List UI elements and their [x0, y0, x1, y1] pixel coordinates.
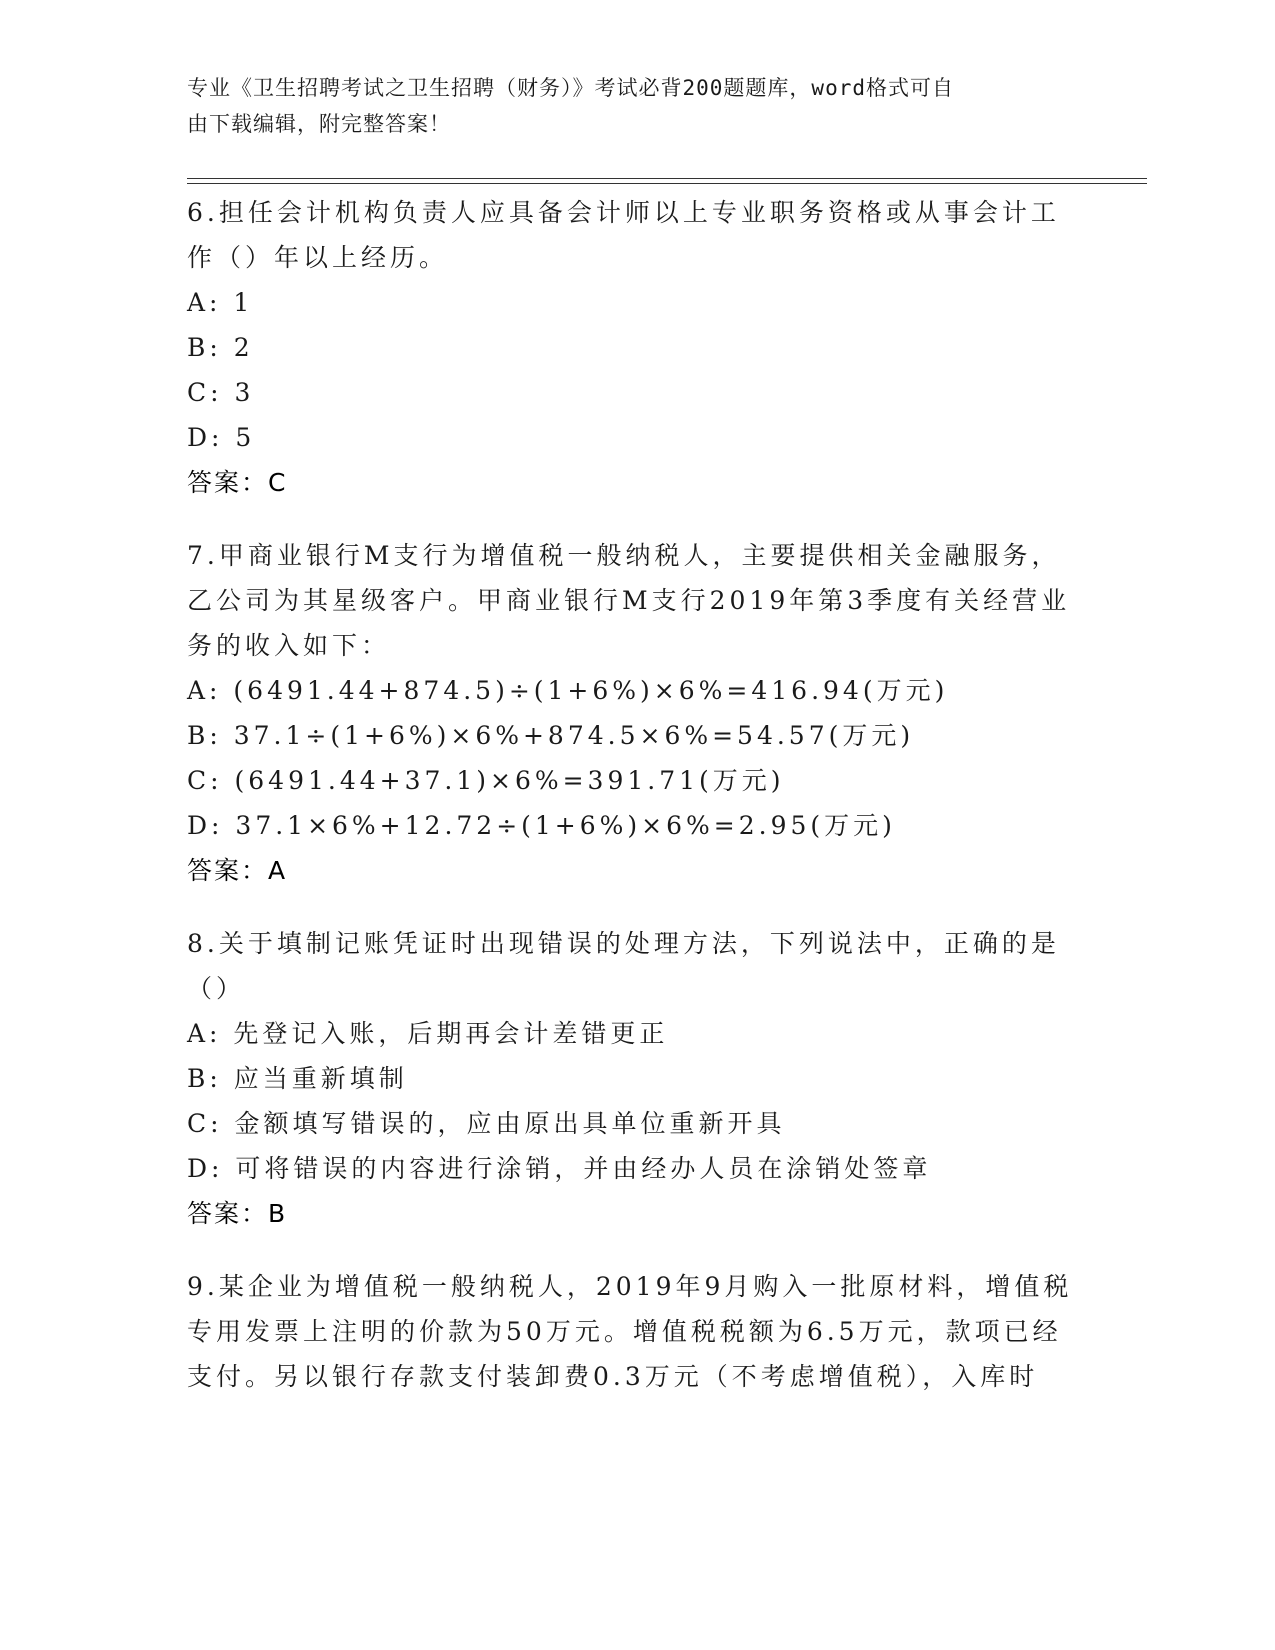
- answer-label: 答案：A: [187, 856, 288, 885]
- header-rule-bottom: [187, 183, 1147, 184]
- stem-line: 7.甲商业银行M支行为增值税一般纳税人，主要提供相关金融服务，: [187, 541, 1061, 570]
- option-d: D: 可将错误的内容进行涂销，并由经办人员在涂销处签章: [187, 1154, 932, 1183]
- option-c: C: 3: [187, 378, 255, 407]
- answer-label: 答案：C: [187, 468, 288, 497]
- header-rule-top: [187, 178, 1147, 179]
- option-a: A: 先登记入账，后期再会计差错更正: [187, 1019, 669, 1048]
- stem-line: 专用发票上注明的价款为50万元。增值税税额为6.5万元，款项已经: [187, 1317, 1062, 1346]
- question-8: [187, 921, 1077, 1236]
- stem-line: 乙公司为其星级客户。甲商业银行M支行2019年第3季度有关经营业: [187, 586, 1071, 615]
- answer-label: 答案：B: [187, 1199, 288, 1228]
- option-d: D: 37.1×6%+12.72÷(1+6%)×6%=2.95(万元): [187, 811, 896, 840]
- stem-line: 支付。另以银行存款支付装卸费0.3万元（不考虑增值税），入库时: [187, 1362, 1039, 1391]
- option-b: B: 应当重新填制: [187, 1064, 408, 1093]
- stem-line: 8.关于填制记账凭证时出现错误的处理方法，下列说法中，正确的是: [187, 929, 1060, 958]
- question-stem: [187, 190, 1077, 280]
- stem-line: 务的收入如下：: [187, 631, 391, 660]
- option-d: D: 5: [187, 423, 256, 452]
- question-7: [187, 533, 1077, 893]
- header-line-1: 专业《卫生招聘考试之卫生招聘（财务）》考试必背200题题库，word格式可自: [187, 76, 954, 100]
- option-a: A: 1: [187, 288, 254, 317]
- question-stem: [187, 533, 1077, 668]
- question-stem: [187, 1264, 1077, 1399]
- option-b: B: 2: [187, 333, 254, 362]
- document-header: [187, 70, 1067, 142]
- question-9: [187, 1264, 1077, 1399]
- stem-line: 6.担任会计机构负责人应具备会计师以上专业职务资格或从事会计工: [187, 198, 1060, 227]
- question-6: [187, 190, 1077, 505]
- question-stem: [187, 921, 1077, 1011]
- header-line-2: 由下载编辑，附完整答案！: [187, 112, 451, 136]
- option-c: C: 金额填写错误的，应由原出具单位重新开具: [187, 1109, 786, 1138]
- option-b: B: 37.1÷(1+6%)×6%+874.5×6%=54.57(万元): [187, 721, 915, 750]
- option-c: C: (6491.44+37.1)×6%=391.71(万元): [187, 766, 785, 795]
- stem-line: 作（）年以上经历。: [187, 243, 449, 272]
- option-a: A: (6491.44+874.5)÷(1+6%)×6%=416.94(万元): [187, 676, 949, 705]
- stem-line: （）: [187, 974, 246, 1003]
- stem-line: 9.某企业为增值税一般纳税人，2019年9月购入一批原材料，增值税: [187, 1272, 1073, 1301]
- question-list: [187, 190, 1077, 1427]
